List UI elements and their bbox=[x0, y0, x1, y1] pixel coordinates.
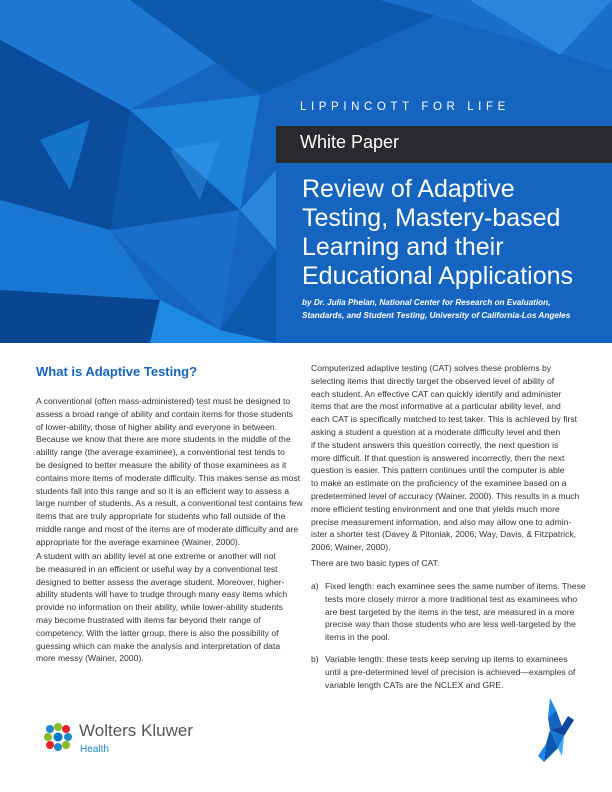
text-line: students fall into this range and so it is an efficient way to assess a bbox=[36, 485, 290, 496]
text-line: ability range (the average examinee), a conventional test tends to bbox=[36, 447, 285, 458]
brand-wordmark: LIPPINCOTT FOR LIFE bbox=[300, 101, 510, 113]
text-line: each CAT is specifically matched to test taker. This is achieved by first bbox=[311, 414, 578, 425]
list-item bbox=[325, 653, 575, 691]
text-line: items that are the most informative at a particular ability level, and bbox=[311, 401, 561, 412]
list-marker: b) bbox=[311, 654, 319, 664]
text-line: A student with an ability level at one extreme or another will not bbox=[36, 551, 276, 561]
author-byline bbox=[302, 296, 602, 322]
text-line: designed to better assess the average student. Moreover, higher- bbox=[36, 576, 285, 587]
text-line: selecting items that directly target the observed level of ability of bbox=[311, 375, 555, 386]
text-line: A conventional (often mass-administered) test must be designed to bbox=[36, 396, 291, 406]
text-line: question is easier. This pattern continues until the computer is able bbox=[311, 465, 565, 476]
title-line: Educational Applications bbox=[302, 262, 574, 290]
text-line: variable length CATs are the NCLEX and GRE. bbox=[325, 679, 504, 690]
title-line: Review of Adaptive bbox=[302, 175, 515, 203]
title-line: Learning and their bbox=[302, 233, 504, 261]
byline-line: Standards, and Student Testing, University of California-Los Angeles bbox=[302, 311, 571, 320]
text-line: more difficult. If that question is answered incorrectly, then the next bbox=[311, 452, 565, 463]
body-paragraph bbox=[311, 557, 439, 570]
text-line: items that are truly appropriate for students who fall outside of the bbox=[36, 511, 286, 522]
header-banner bbox=[0, 0, 612, 343]
division-name: Health bbox=[80, 744, 109, 755]
text-line: of lower-ability, those of higher ability and everyone in between. bbox=[36, 421, 278, 432]
text-line: There are two basic types of CAT: bbox=[311, 558, 440, 568]
body-paragraph bbox=[36, 395, 303, 549]
geometric-background bbox=[0, 0, 612, 343]
text-line: guessing which can make the analysis and interpretation of data bbox=[36, 640, 281, 651]
text-line: until a pre-determined level of precision is achieved—examples of bbox=[325, 666, 576, 677]
list-item bbox=[325, 580, 586, 644]
wolters-kluwer-logo-icon bbox=[41, 720, 75, 754]
title-line: Testing, Mastery-based bbox=[302, 204, 561, 232]
text-line: provide no information on their ability, while lower-ability students bbox=[36, 602, 283, 613]
bird-icon bbox=[528, 696, 578, 766]
company-name: Wolters Kluwer bbox=[79, 721, 193, 740]
text-line: be measured in an efficient or useful way by a conventional test bbox=[36, 563, 278, 574]
text-line: tests more closely mirror a more traditional test as examinees who bbox=[325, 593, 578, 604]
text-line: predetermined level of accuracy (Wainer, 2000). This results in a much bbox=[311, 490, 580, 501]
text-line: large number of students. As a result, a conventional test contains few bbox=[36, 498, 303, 509]
page-title bbox=[302, 175, 602, 291]
text-line: Variable length: these tests keep serving up items to examinees bbox=[325, 654, 568, 664]
text-line: to make an estimate on the proficiency of the examinee based on a bbox=[311, 478, 567, 489]
body-paragraph bbox=[311, 362, 579, 554]
text-line: Because we know that there are more students in the middle of the bbox=[36, 434, 291, 445]
text-line: assess a broad range of ability and contain items for those students bbox=[36, 408, 294, 419]
text-line: asking a student a question at a moderate difficulty level and then bbox=[311, 426, 561, 437]
text-line: Computerized adaptive testing (CAT) solves these problems by bbox=[311, 363, 552, 373]
document-type-label: White Paper bbox=[300, 132, 400, 152]
text-line: each student. An effective CAT can quickly identify and administer bbox=[311, 388, 562, 399]
text-line: more efficient testing environment and one that yields much more bbox=[311, 503, 560, 514]
text-line: ability students will have to trudge through many easy items which bbox=[36, 589, 288, 600]
text-line: 2006; Wainer, 2000). bbox=[311, 542, 391, 553]
text-line: be designed to better measure the ability of those examinees as it bbox=[36, 459, 287, 470]
text-line: middle range and most of the items are of moderate difficulty and are bbox=[36, 523, 299, 534]
text-line: contains more items of moderate difficulty. This makes sense as most bbox=[36, 472, 301, 483]
text-line: if the student answers this question correctly, the next question is bbox=[311, 439, 559, 450]
text-line: ister a shorter test (Davey & Pitoniak, 2006; Way, Davis, & Fitzpatrick, bbox=[311, 529, 577, 540]
body-paragraph bbox=[36, 550, 287, 665]
text-line: are best targeted by the items in the test, are measured in a more bbox=[325, 606, 575, 617]
text-line: precise measurement information, and also may allow one to admin- bbox=[311, 516, 572, 527]
text-line: appropriate for the average examinee (Wainer, 2000). bbox=[36, 536, 241, 547]
list-marker: a) bbox=[311, 581, 319, 591]
text-line: items in the pool. bbox=[325, 632, 390, 643]
section-heading: What is Adaptive Testing? bbox=[36, 364, 198, 379]
text-line: Fixed length: each examinee sees the same number of items. These bbox=[325, 581, 586, 591]
text-line: more messy (Wainer, 2000). bbox=[36, 653, 144, 664]
byline-line: by Dr. Julia Phelan, National Center for Research on Evaluation, bbox=[302, 298, 551, 307]
text-line: may become frustrated with items far beyond their range of bbox=[36, 614, 261, 625]
text-line: competency. With the latter group, there is also the possibility of bbox=[36, 627, 279, 638]
text-line: precise way than those students who are less well-targeted by the bbox=[325, 619, 576, 630]
